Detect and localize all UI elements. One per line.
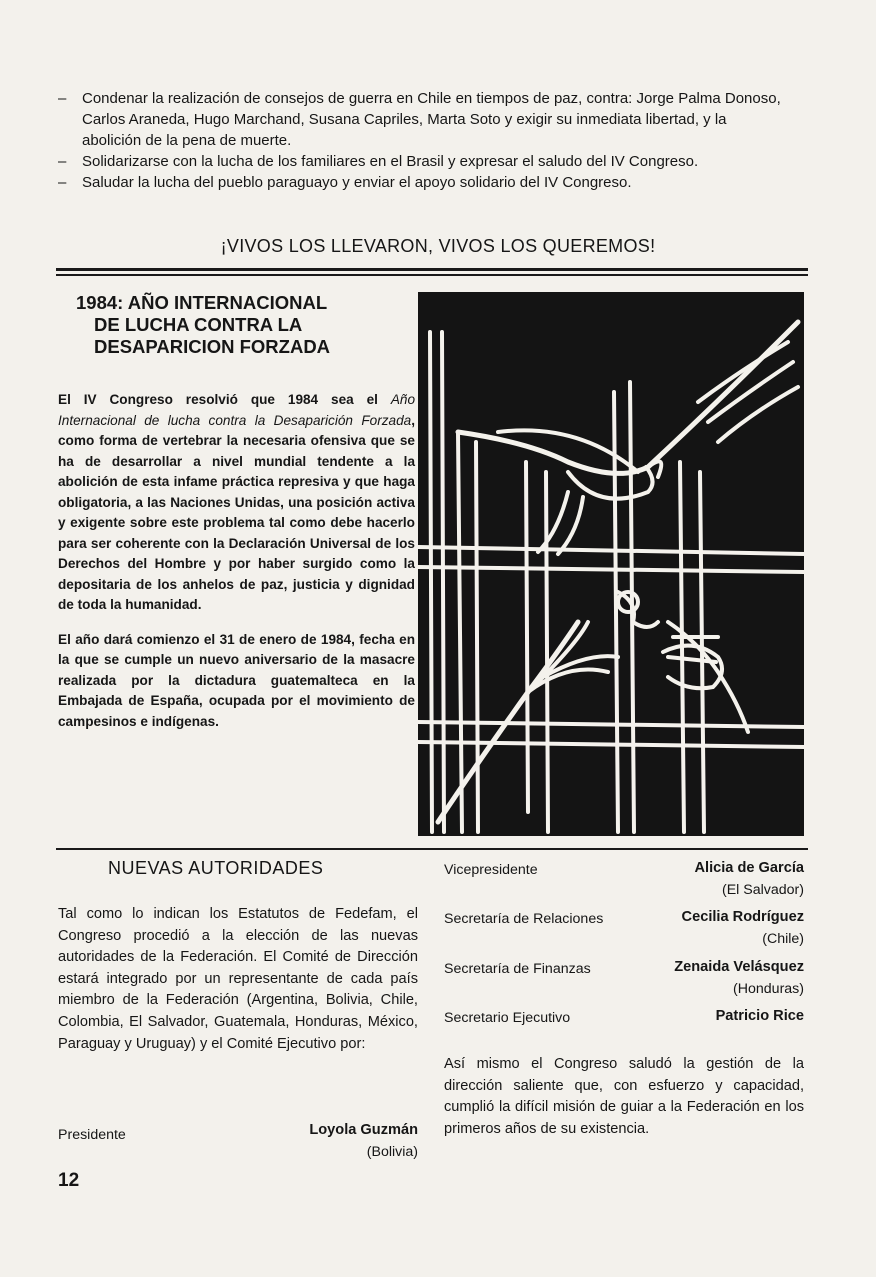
illustration-svg [418, 292, 804, 836]
bullet-list [58, 88, 788, 193]
dove-prison-illustration [418, 292, 804, 836]
bullet-dash: – [58, 90, 67, 107]
article-title-line: DE LUCHA CONTRA LA [94, 314, 303, 335]
article-body [58, 390, 415, 732]
officer-country: (Chile) [762, 931, 804, 947]
closing-paragraph: Así mismo el Congreso saludó la gestión de la dirección saliente que, con esfuerzo y capacidad, cumplió la difícil misión de guiar a la Federación en los primeros años de su existencia. [444, 1056, 804, 1137]
divider-rule [56, 268, 808, 271]
officer-country: (El Salvador) [721, 882, 804, 898]
bullet-item [58, 172, 788, 193]
article-title-line: DESAPARICION FORZADA [94, 336, 331, 357]
article-paragraph [58, 390, 415, 616]
bullet-dash: – [58, 174, 67, 191]
officer-role: Secretaría de Finanzas [444, 961, 591, 977]
article-title [76, 292, 396, 358]
autoridades-intro: Tal como lo indican los Estatutos de Fedefam, el Congreso procedió a la elección de las nuevas autoridades de la Federación. El Comité de Dirección estará integrado por un representante de cada país miembro de la Federación (Argentina, Bolivia, Chile, Colombia, El Salvador, Guatemala, Honduras, México, Paraguay y Uruguay) y el Comité Ejecutivo por: [58, 906, 418, 1052]
article-text: , como forma de vertebrar la necesaria ofensiva que se ha de desarrollar a nivel mundial tendente a la abolición de esta infame práctica represiva y que haga obligatoria, a las Naciones Unidas, una posición activa y exigente sobre este problema tal como debe hacerlo para ser coherente con la Declaración Universal de los Derechos del Hombre y por haber surgido como la depositaria de los anhelos de paz, justicia y dignidad de toda la humanidad. [58, 412, 415, 612]
officer-name: Cecilia Rodríguez [681, 909, 804, 925]
officer-country: (Honduras) [733, 981, 804, 997]
officer-name: Loyola Guzmán [309, 1122, 418, 1138]
divider-rule [56, 274, 808, 276]
divider-rule [56, 848, 808, 850]
article-text: El IV Congreso resolvió que 1984 sea el [58, 392, 391, 407]
officer-role: Presidente [58, 1127, 126, 1143]
article-italic-title: Año Internacional de lucha contra la Desaparición Forzada [58, 392, 415, 428]
slogan: ¡VIVOS LOS LLEVARON, VIVOS LOS QUEREMOS! [220, 236, 656, 256]
bullet-dash: – [58, 153, 67, 170]
officer-role: Secretaría de Relaciones [444, 911, 604, 927]
bullet-item [58, 151, 788, 172]
officer-name: Alicia de García [694, 860, 804, 876]
officer-country: (Bolivia) [366, 1144, 418, 1160]
officer-role: Secretario Ejecutivo [444, 1010, 571, 1026]
article-paragraph: El año dará comienzo el 31 de enero de 1984, fecha en la que se cumple un nuevo aniversario de la masacre realizada por la dictadura guatemalteca en la Embajada de España, ocupada por el movimiento de campesinos e indígenas. [58, 631, 415, 729]
bullet-text: Solidarizarse con la lucha de los familiares en el Brasil y expresar el saludo del IV Congreso. [82, 153, 699, 170]
article-title-line: 1984: AÑO INTERNACIONAL [76, 292, 328, 313]
bullet-text: Condenar la realización de consejos de guerra en Chile en tiempos de paz, contra: Jorge Palma Donoso, Carlos Araneda, Hugo Marchand, Susana Capriles, Marta Soto y exigir su inmediata libertad, y la abolición de la pena de muerte. [82, 90, 781, 149]
bullet-text: Saludar la lucha del pueblo paraguayo y enviar el apoyo solidario del IV Congreso. [82, 174, 632, 191]
officer-name: Patricio Rice [715, 1008, 804, 1024]
section-title: NUEVAS AUTORIDADES [108, 858, 324, 878]
page-number: 12 [58, 1170, 80, 1191]
officer-role: Vicepresidente [444, 862, 538, 878]
bullet-item [58, 88, 788, 151]
officer-name: Zenaida Velásquez [674, 959, 804, 975]
